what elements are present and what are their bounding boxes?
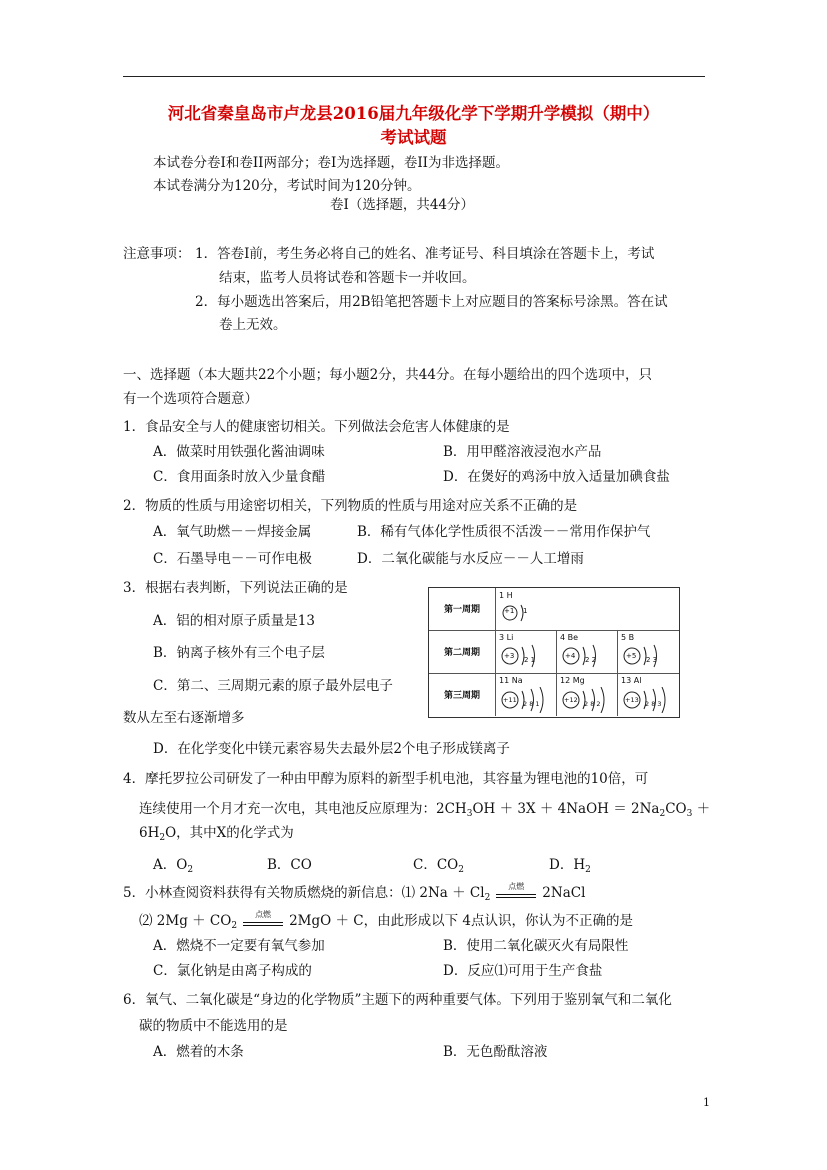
- q3-option-c-line2: 数从左至右逐渐增多: [123, 710, 245, 726]
- q3-option-c-line1: C．第二、三周期元素的原子最外层电子: [153, 678, 393, 694]
- notice-label: 注意事项：: [123, 246, 191, 262]
- q3-stem: 3．根据右表判断，下列说法正确的是: [123, 580, 348, 596]
- q5-option-a: A．燃烧不一定要有氧气参加: [153, 938, 325, 954]
- q6-option-b: B．无色酚酞溶液: [443, 1044, 548, 1060]
- q4-option-d: D．$H_2$: [549, 857, 591, 875]
- mg-electrons: 2 8 2: [584, 700, 601, 708]
- q2-option-a: A．氧气助燃－－焊接金属: [153, 524, 312, 540]
- cell-divider: [617, 630, 618, 673]
- h-electrons: 1: [523, 607, 528, 615]
- section-one-heading: 卷Ⅰ（选择题，共44分）: [330, 197, 475, 213]
- mg-nucleus: +12: [564, 696, 578, 704]
- reaction-arrow: 点燃: [243, 912, 283, 930]
- cell-divider: [556, 673, 557, 716]
- q3-option-b: B．钠离子核外有三个电子层: [153, 645, 325, 661]
- li-electrons: 2 1: [524, 656, 536, 664]
- be-electrons: 2 2: [585, 656, 597, 664]
- li-nucleus: +3: [504, 652, 515, 660]
- b-electrons: 2 3: [646, 656, 658, 664]
- period-3-row: [429, 673, 679, 716]
- cell-divider: [617, 673, 618, 716]
- notice-item1-line2: 结束，监考人员将试卷和答题卡一并收回。: [219, 270, 476, 286]
- element-mg-label: 12 Mg: [560, 676, 585, 685]
- notice-item1-line1: 1．答卷Ⅰ前，考生务必将自己的姓名、准考证号、科目填涂在答题卡上，考试: [195, 246, 655, 262]
- q1-option-d: D．在煲好的鸡汤中放入适量加碘食盐: [443, 469, 670, 485]
- q4-stem-line1: 4．摩托罗拉公司研发了一种由甲醇为原料的新型手机电池，其容量为锂电池的10倍，可: [123, 771, 649, 787]
- q2-option-c: C．石墨导电－－可作电极: [153, 551, 312, 567]
- q5-option-b: B．使用二氧化碳灭火有局限性: [443, 938, 629, 954]
- q4-option-c: C．$CO_2$: [413, 857, 464, 875]
- element-b-label: 5 B: [621, 633, 635, 642]
- q5-option-c: C．氯化钠是由离子构成的: [153, 963, 312, 979]
- q4-stem-line2: 连续使用一个月才充一次电，其电池反应原理为：$2CH_3OH + 3X$ ＋ 4NaOH ＝ $2Na_2CO_3$ ＋: [139, 801, 711, 819]
- q3-option-d: D．在化学变化中镁元素容易失去最外层2个电子形成镁离子: [153, 741, 510, 757]
- q4-stem-line3: $6H_2O$，其中X的化学式为: [139, 825, 294, 843]
- period-1-row: [429, 588, 679, 631]
- be-nucleus: +4: [565, 652, 576, 660]
- notice-item2-line2: 卷上无效。: [219, 317, 287, 333]
- h-nucleus: +1: [504, 607, 515, 615]
- q3-option-a: A．铝的相对原子质量是13: [153, 613, 315, 629]
- q6-option-a: A．燃着的木条: [153, 1044, 244, 1060]
- q5-stem-line1: 5．小林查阅资料获得有关物质燃烧的新信息：⑴ $2Na + Cl_2$ 点燃 2NaCl: [123, 882, 586, 903]
- b-nucleus: +5: [626, 652, 637, 660]
- q1-stem: 1．食品安全与人的健康密切相关。下列做法会危害人体健康的是: [123, 419, 510, 435]
- element-al-label: 13 Al: [621, 676, 642, 685]
- header-rule: [123, 76, 705, 77]
- section-instructions-line1: 一、选择题（本大题共22个小题；每小题2分，共44分。在每小题给出的四个选项中，只: [123, 367, 652, 383]
- element-h-label: 1 H: [499, 591, 513, 600]
- al-electrons: 2 8 3: [645, 700, 662, 708]
- q2-option-b: B．稀有气体化学性质很不活泼－－常用作保护气: [357, 524, 651, 540]
- cell-divider: [495, 630, 496, 673]
- q1-option-c: C．食用面条时放入少量食醋: [153, 469, 326, 485]
- page-number: 1: [703, 1096, 710, 1109]
- al-nucleus: +13: [625, 696, 639, 704]
- q5-stem-line2: ⑵ $2Mg + CO_2$ 点燃 2MgO ＋ C，由此形成以下 4点认识，你认为不正确的是: [139, 910, 633, 931]
- period-2-row: [429, 630, 679, 674]
- q1-option-b: B．用甲醛溶液浸泡水产品: [443, 444, 602, 460]
- element-li-label: 3 Li: [499, 633, 514, 642]
- q1-option-a: A．做菜时用铁强化酱油调味: [153, 444, 325, 460]
- element-be-label: 4 Be: [560, 633, 579, 642]
- page-title-line2: 考试试题: [380, 128, 447, 147]
- q4-option-a: A．$O_2$: [153, 857, 194, 875]
- q2-stem: 2．物质的性质与用途密切相关，下列物质的性质与用途对应关系不正确的是: [123, 498, 578, 514]
- period-3-label: 第三周期: [443, 691, 480, 701]
- reaction-arrow: 点燃: [496, 884, 536, 902]
- q5-option-d: D．反应⑴可用于生产食盐: [443, 963, 603, 979]
- element-na-label: 11 Na: [499, 676, 523, 685]
- period-2-label: 第二周期: [443, 648, 480, 658]
- cell-divider: [556, 630, 557, 673]
- period-1-label: 第一周期: [443, 605, 480, 615]
- q6-stem-line2: 碳的物质中不能选用的是: [139, 1018, 288, 1034]
- q4-option-b: B．CO: [267, 857, 312, 873]
- na-nucleus: +11: [503, 696, 517, 704]
- cell-divider: [495, 673, 496, 716]
- q2-option-d: D．二氧化碳能与水反应－－人工增雨: [357, 551, 584, 567]
- intro-line2: 本试卷满分为120分，考试时间为120分钟。: [153, 178, 421, 194]
- cell-divider: [495, 588, 496, 630]
- na-electrons: 2 8 1: [523, 700, 540, 708]
- section-instructions-line2: 有一个选项符合题意）: [123, 391, 258, 407]
- intro-line1: 本试卷分卷Ⅰ和卷II两部分；卷Ⅰ为选择题，卷II为非选择题。: [153, 155, 509, 171]
- notice-item2-line1: 2．每小题选出答案后，用2B铅笔把答题卡上对应题目的答案标号涂黑。答在试: [195, 294, 668, 310]
- page-title-line1: 河北省秦皇岛市卢龙县2016届九年级化学下学期升学模拟（期中）: [167, 104, 660, 123]
- q6-stem-line1: 6．氧气、二氧化碳是“身边的化学物质”主题下的两种重要气体。下列用于鉴别氧气和二氧化: [123, 992, 672, 1008]
- periodic-table-figure: [428, 587, 680, 718]
